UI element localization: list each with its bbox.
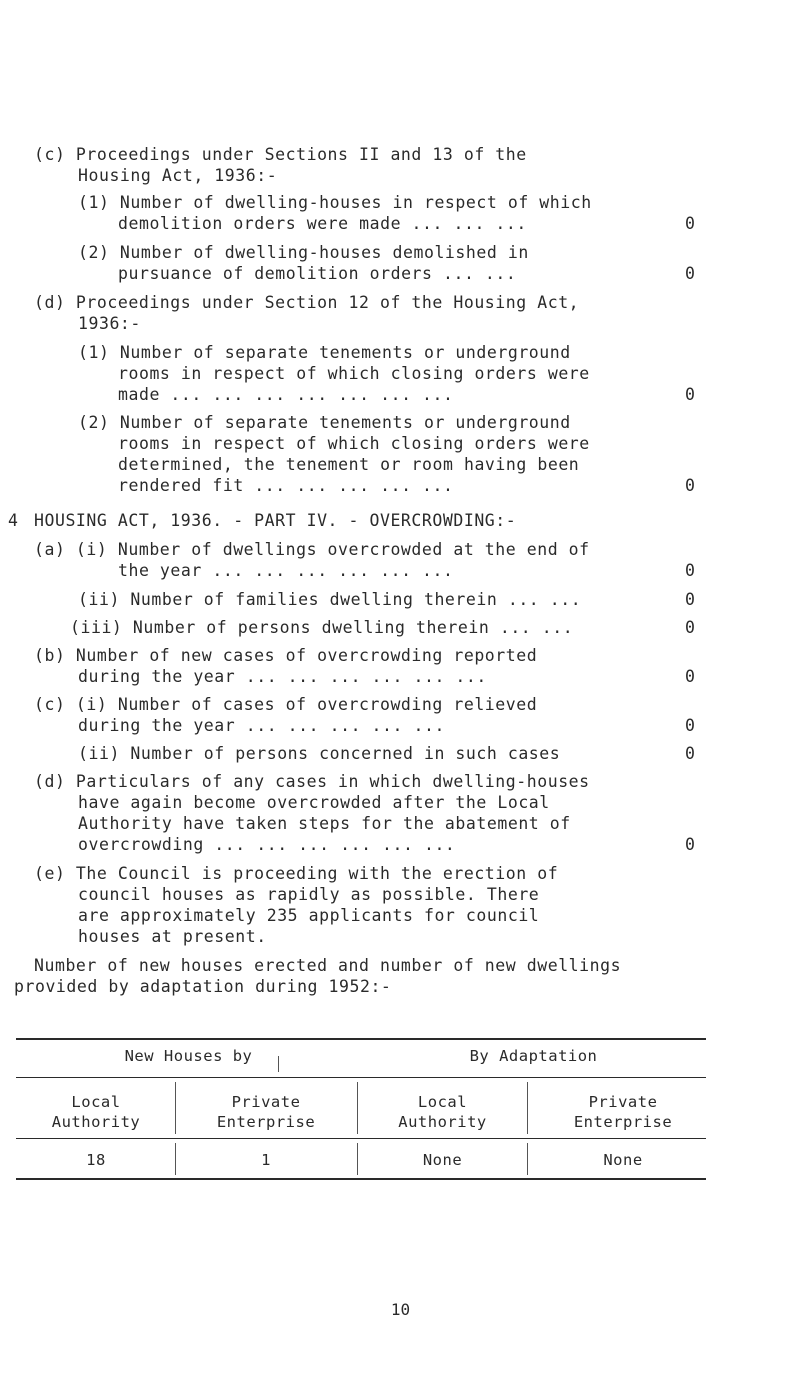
section-d-item1-line2: rooms in respect of which closing orders were [118,364,590,383]
table-col1-header-line2: Authority [51,1113,141,1131]
section-4-b-line1: (b) Number of new cases of overcrowding reported [34,646,538,665]
section-d-item2-line1: (2) Number of separate tenements or underground [78,413,571,432]
table-col3-header-line1: Local [417,1093,468,1111]
section-c-item2-line1: (2) Number of dwelling-houses demolished in [78,243,529,262]
table-rule-bottom [16,1178,706,1180]
table-divider-group [278,1056,279,1072]
section-4-e-line3: are approximately 235 applicants for council [78,906,540,925]
section-4-e-line1: (e) The Council is proceeding with the erection of [34,864,559,883]
table-value-adapt-private-enterprise: None [603,1151,643,1169]
section-c-heading-cont: Housing Act, 1936:- [78,166,278,185]
table-value-private-enterprise: 1 [261,1151,271,1169]
section-4-c-i-line1: (c) (i) Number of cases of overcrowding relieved [34,695,538,714]
section-4-e-line4: houses at present. [78,927,267,946]
page-number: 10 [390,1300,411,1319]
section-4-a-i-line1: (a) (i) Number of dwellings overcrowded at the end of [34,540,590,559]
section-c-item2-line2: pursuance of demolition orders ... ... [118,264,517,283]
table-col3-header-line2: Authority [398,1113,487,1131]
section-4-heading: HOUSING ACT, 1936. - PART IV. - OVERCROWDING:- [34,511,517,530]
table-col2-header-line2: Enterprise [216,1113,316,1131]
section-4-d-line3: Authority have taken steps for the abatement of [78,814,571,833]
table-group-adaptation: By Adaptation [469,1047,598,1065]
table-col1-header-line1: Local [71,1093,121,1111]
table-rule-top [16,1038,706,1040]
section-4-c-ii-value: 0 [685,744,695,763]
section-4-c-i-line2: during the year ... ... ... ... ... [78,716,445,735]
table-col4-header-line2: Enterprise [573,1113,673,1131]
section-c-item2-value: 0 [685,264,695,283]
table-group-new-houses: New Houses by [124,1047,253,1065]
table-divider-row-1 [175,1143,176,1175]
section-d-heading: (d) Proceedings under Section 12 of the Housing Act, [34,293,580,312]
table-divider-3 [527,1082,528,1134]
section-d-item1-value: 0 [685,385,695,404]
section-4-d-line2: have again become overcrowded after the Local [78,793,550,812]
table-rule-sub [16,1138,706,1139]
section-c-item1-line1: (1) Number of dwelling-houses in respect of which [78,193,592,212]
section-c-heading: (c) Proceedings under Sections II and 13 of the [34,145,527,164]
table-divider-row-2 [357,1143,358,1175]
section-4-a-ii: (ii) Number of families dwelling therein ... ... [78,590,582,609]
table-divider-2 [357,1082,358,1134]
section-4-b-value: 0 [685,667,695,686]
section-4-d-line4: overcrowding ... ... ... ... ... ... [78,835,456,854]
section-c-item1-line2: demolition orders were made ... ... ... [118,214,527,233]
section-4-a-iii-value: 0 [685,618,695,637]
section-4-e-line2: council houses as rapidly as possible. There [78,885,540,904]
table-divider-1 [175,1082,176,1134]
section-d-item2-line2: rooms in respect of which closing orders were [118,434,590,453]
section-4-d-line1: (d) Particulars of any cases in which dwelling-houses [34,772,590,791]
new-houses-intro-line1: Number of new houses erected and number of new dwellings [34,956,622,975]
section-4-c-ii: (ii) Number of persons concerned in such cases [78,744,561,763]
section-d-heading-cont: 1936:- [78,314,141,333]
section-d-item1-line1: (1) Number of separate tenements or underground [78,343,571,362]
section-4-a-i-line2: the year ... ... ... ... ... ... [118,561,454,580]
section-d-item2-line4: rendered fit ... ... ... ... ... [118,476,454,495]
section-c-item1-value: 0 [685,214,695,233]
table-value-adapt-local-authority: None [422,1151,463,1169]
table-col4-header-line1: Private [588,1093,658,1111]
table-col2-header-line1: Private [231,1093,301,1111]
section-4-a-iii: (iii) Number of persons dwelling therein ... ... [70,618,574,637]
section-4-b-line2: during the year ... ... ... ... ... ... [78,667,487,686]
section-4-d-value: 0 [685,835,695,854]
section-4-a-i-value: 0 [685,561,695,580]
section-4-c-i-value: 0 [685,716,695,735]
section-4-number: 4 [8,511,19,530]
section-4-a-ii-value: 0 [685,590,695,609]
table-value-local-authority: 18 [86,1151,106,1169]
new-houses-intro-line2: provided by adaptation during 1952:- [14,977,392,996]
table-rule-mid [16,1077,706,1078]
section-d-item2-line3: determined, the tenement or room having been [118,455,580,474]
table-divider-row-3 [527,1143,528,1175]
section-d-item1-line3: made ... ... ... ... ... ... ... [118,385,454,404]
section-d-item2-value: 0 [685,476,695,495]
